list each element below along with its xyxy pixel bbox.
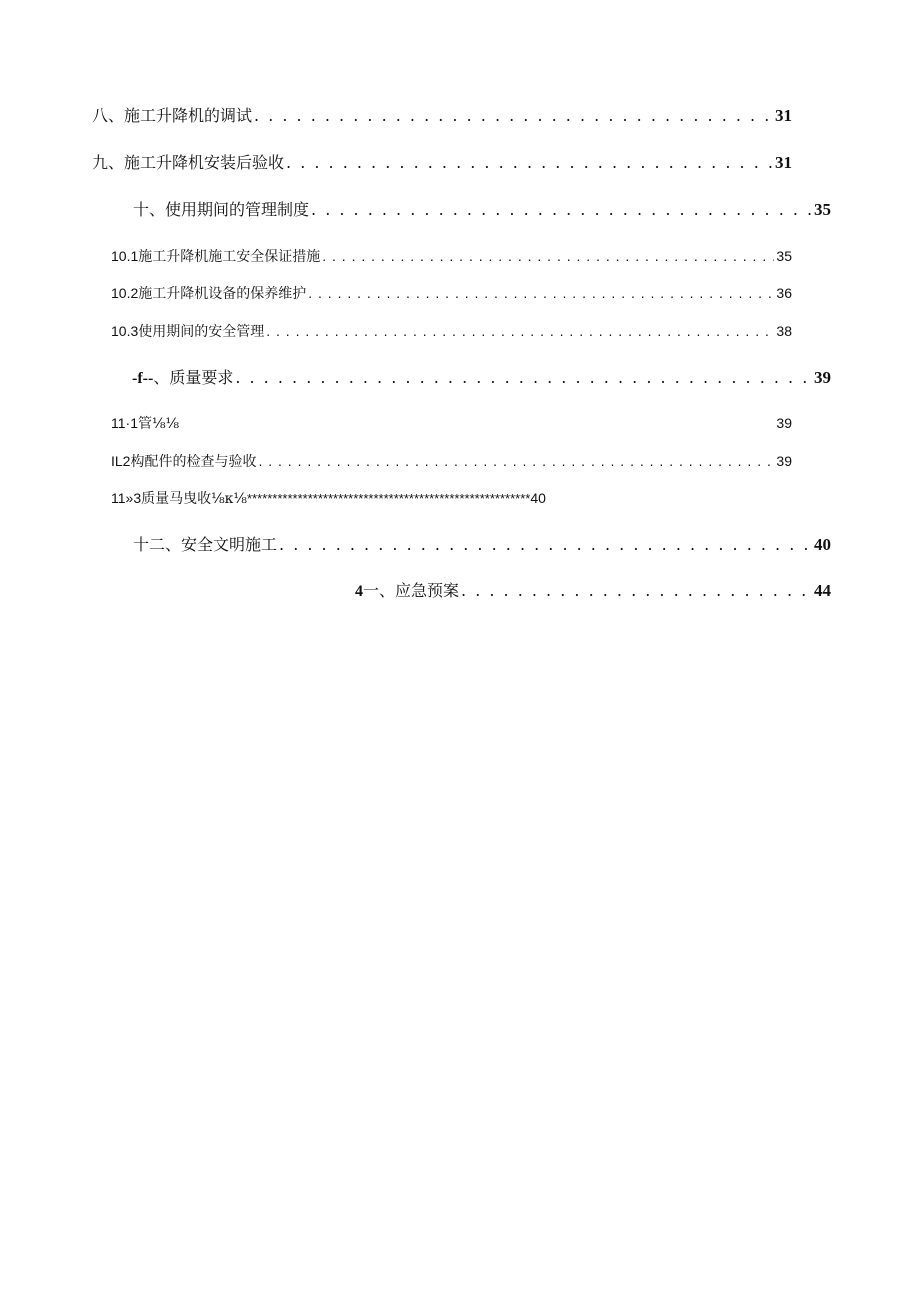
toc-entry-label: 八、施工升降机的调试 — [92, 106, 253, 125]
toc-leader-dots — [322, 243, 774, 269]
toc-subentry-page: 38 — [776, 323, 792, 339]
toc-leader-stars: ******************************************************** — [247, 491, 531, 506]
toc-subentry-page: 39 — [776, 453, 792, 469]
toc-subentry-page: 36 — [776, 285, 792, 301]
toc-subentry — [111, 318, 792, 344]
toc-subentry-page: 40 — [530, 490, 546, 506]
toc-subentry-label — [111, 243, 320, 270]
toc-entry-number: 4 — [355, 583, 363, 600]
toc-entry-label — [355, 578, 459, 605]
toc-entry-page: 40 — [814, 535, 831, 554]
toc-entry — [355, 578, 831, 604]
toc-leader-dots — [254, 103, 773, 129]
toc-subentry — [111, 280, 792, 306]
toc-subentry-text: 施工升降机设备的保养维护 — [138, 286, 307, 302]
toc-leader-dots — [461, 578, 812, 604]
toc-leader-dots — [235, 365, 812, 391]
toc-leader-dots — [279, 532, 812, 558]
toc-entry-label: 九、施工升降机安装后验收 — [92, 153, 285, 172]
toc-leader-dots — [311, 197, 812, 223]
toc-entry — [133, 197, 831, 223]
toc-entry-page: 44 — [814, 581, 831, 600]
toc-entry-text: 一、应急预案 — [363, 581, 460, 600]
toc-subentry-text: 构配件的检查与验收 — [130, 454, 257, 470]
toc-entry-label — [132, 365, 233, 392]
toc-subentry-text: 质量马曳收⅛κ⅛ — [141, 491, 247, 507]
toc-entry — [132, 365, 831, 391]
toc-subentry-label — [111, 410, 179, 437]
toc-entry — [133, 532, 831, 558]
toc-subentry-label — [111, 448, 256, 475]
toc-subentry-number: 10.2 — [111, 285, 139, 301]
toc-entry-page: 35 — [814, 200, 831, 219]
toc-subentry-number: IL2 — [111, 453, 131, 469]
toc-entry-number: -f-- — [132, 370, 154, 387]
toc-subentry-number: 11·1 — [111, 415, 138, 431]
toc-leader-dots — [286, 150, 773, 176]
toc-subentry-number: 11»3 — [111, 490, 142, 506]
toc-entry-page: 31 — [775, 106, 792, 125]
toc-subentry-page: 39 — [776, 415, 792, 431]
toc-subentry — [111, 410, 792, 436]
toc-leader-dots — [266, 318, 774, 344]
toc-subentry-label — [111, 280, 306, 307]
toc-entry-label: 十二、安全文明施工 — [133, 535, 278, 554]
toc-entry-text: 、质量要求 — [153, 368, 234, 387]
toc-subentry — [111, 448, 792, 474]
toc-entry — [92, 103, 792, 129]
toc-subentry-label — [111, 485, 247, 512]
toc-entry-page: 31 — [775, 153, 792, 172]
toc-subentry-text: 使用期间的安全管理 — [138, 324, 265, 340]
toc-entry — [92, 150, 792, 176]
toc-subentry — [111, 243, 792, 269]
toc-subentry-text: 管⅛⅛ — [137, 416, 180, 432]
toc-subentry-label — [111, 318, 264, 345]
toc-entry-page: 39 — [814, 368, 831, 387]
toc-subentry-text: 施工升降机施工安全保证措施 — [138, 249, 321, 265]
toc-leader-dots — [308, 280, 774, 306]
toc-subentry-number: 10.1 — [111, 248, 139, 264]
toc-subentry-number: 10.3 — [111, 323, 139, 339]
toc-leader-dots — [258, 448, 774, 474]
toc-subentry — [111, 485, 631, 511]
toc-entry-label: 十、使用期间的管理制度 — [133, 200, 310, 219]
toc-subentry-page: 35 — [776, 248, 792, 264]
